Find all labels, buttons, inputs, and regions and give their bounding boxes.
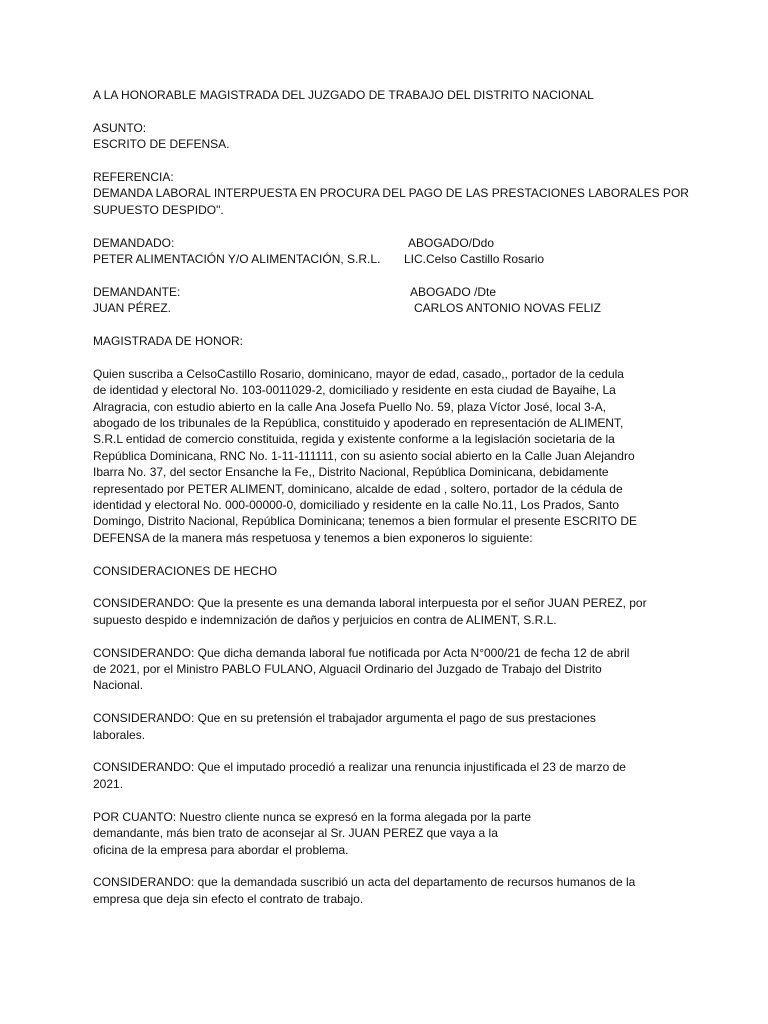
paragraph-line: CONSIDERANDO: Que el imputado procedió a realizar una renuncia injustificada el 23 de marzo de: [93, 760, 626, 775]
spacer: [93, 218, 683, 234]
asunto-label: ASUNTO:: [93, 120, 147, 135]
paragraph-line: CONSIDERANDO: que la demandada suscribió un acta del departamento de recursos humanos de la: [93, 875, 636, 890]
considerando-paragraph: [93, 595, 683, 628]
paragraph-line: 2021.: [93, 776, 124, 791]
intro-line: DEFENSA de la manera más respetuosa y tenemos a bien exponeros lo siguiente:: [93, 530, 533, 545]
paragraph-line: CONSIDERANDO: Que la presente es una demanda laboral interpuesta por el señor JUAN PEREZ, por: [93, 596, 647, 611]
intro-line: Ibarra No. 37, del sector Ensanche la Fe,, Distrito Nacional, República Dominicana, debidamente: [93, 465, 609, 480]
referencia-line: DEMANDA LABORAL INTERPUESTA EN PROCURA DEL PAGO DE LAS PRESTACIONES LABORALES POR: [93, 186, 689, 201]
spacer: [93, 349, 683, 365]
considerando-paragraph: [93, 710, 683, 743]
paragraph-line: POR CUANTO: Nuestro cliente nunca se expresó en la forma alegada por la parte: [93, 809, 531, 824]
spacer: [93, 792, 683, 808]
intro-line: abogado de los tribunales de la República, constituido y apoderado en representación de ALIMENT,: [93, 416, 624, 431]
spacer: [93, 546, 683, 562]
spacer: [93, 694, 683, 710]
spacer: [93, 153, 683, 169]
intro-line: S.R.L entidad de comercio constituida, regida y existente conforme a la legislación societaria de la: [93, 432, 615, 447]
document-heading: A LA HONORABLE MAGISTRADA DEL JUZGADO DE TRABAJO DEL DISTRITO NACIONAL: [93, 88, 594, 102]
paragraph-line: CONSIDERANDO: Que en su pretensión el trabajador argumenta el pago de sus prestaciones: [93, 711, 596, 726]
por-cuanto-paragraph: [93, 809, 683, 858]
spacer: [93, 267, 683, 283]
intro-line: Domingo, Distrito Nacional, República Dominicana; tenemos a bien formular el presente ESCRITO DE: [93, 514, 638, 529]
intro-line: República Dominicana, RNC No. 1-11-111111, con su asiento social abierto en la Calle Juan Alejandro: [93, 448, 635, 463]
considerando-paragraph: [93, 759, 683, 792]
spacer: [93, 579, 683, 595]
demandante-lawyer-name: CARLOS ANTONIO NOVAS FELIZ: [414, 301, 601, 316]
referencia-line: SUPUESTO DESPIDO".: [93, 202, 224, 217]
paragraph-line: oficina de la empresa para abordar el problema.: [93, 842, 349, 857]
demandante-row-name: [93, 300, 683, 316]
referencia-label: REFERENCIA:: [93, 170, 174, 184]
paragraph-line: demandante, más bien trato de aconsejar al Sr. JUAN PEREZ que vaya a la: [93, 826, 498, 841]
intro-paragraph: [93, 366, 683, 546]
paragraph-line: laborales.: [93, 727, 146, 742]
paragraph-line: supuesto despido e indemnización de daños y perjuicios en contra de ALIMENT, S.R.L.: [93, 612, 557, 627]
intro-line: Alragracia, con estudio abierto en la calle Ana Josefa Puello No. 59, plaza Víctor José, local 3-A,: [93, 399, 606, 414]
paragraph-line: de 2021, por el Ministro PABLO FULANO, Alguacil Ordinario del Juzgado de Trabajo del Distrito: [93, 662, 602, 677]
spacer: [93, 858, 683, 874]
demandado-row-label: [93, 235, 683, 251]
section-title: CONSIDERACIONES DE HECHO: [93, 563, 278, 578]
demandado-label: DEMANDADO:: [93, 235, 175, 250]
paragraph-line: empresa que deja sin efecto el contrato de trabajo.: [93, 891, 364, 906]
demandado-name: PETER ALIMENTACIÓN Y/O ALIMENTACIÓN, S.R.L.: [93, 252, 381, 267]
paragraph-line: Nacional.: [93, 678, 144, 693]
demandado-lawyer-name: LIC.Celso Castillo Rosario: [404, 252, 545, 267]
demandado-lawyer-label: ABOGADO/Ddo: [408, 235, 495, 250]
spacer: [93, 317, 683, 333]
demandante-lawyer-label: ABOGADO /Dte: [410, 284, 497, 299]
spacer: [93, 628, 683, 644]
demandante-row-label: [93, 284, 683, 300]
document-body: [93, 87, 689, 907]
considerando-paragraph: [93, 645, 683, 694]
intro-line: identidad y electoral No. 000-00000-0, domiciliado y residente en la calle No.11, Los Prados, Santo: [93, 498, 620, 513]
paragraph-line: CONSIDERANDO: Que dicha demanda laboral fue notificada por Acta N°000/21 de fecha 12 de abril: [93, 645, 630, 660]
considerando-paragraph: [93, 874, 683, 907]
demandado-row-name: [93, 251, 683, 267]
demandante-name: JUAN PÉREZ.: [93, 301, 172, 316]
demandante-label: DEMANDANTE:: [93, 284, 181, 299]
intro-line: representado por PETER ALIMENT, dominicano, alcalde de edad , soltero, portador de la cédula de: [93, 481, 623, 496]
intro-line: de identidad y electoral No. 103-0011029-2, domiciliado y residente en esta ciudad de Bayaihe, La: [93, 383, 616, 398]
spacer: [93, 743, 683, 759]
spacer: [93, 103, 683, 119]
salutation: MAGISTRADA DE HONOR:: [93, 334, 244, 349]
asunto-value: ESCRITO DE DEFENSA.: [93, 137, 230, 152]
intro-line: Quien suscriba a CelsoCastillo Rosario, dominicano, mayor de edad, casado,, portador de la cedula: [93, 366, 624, 381]
